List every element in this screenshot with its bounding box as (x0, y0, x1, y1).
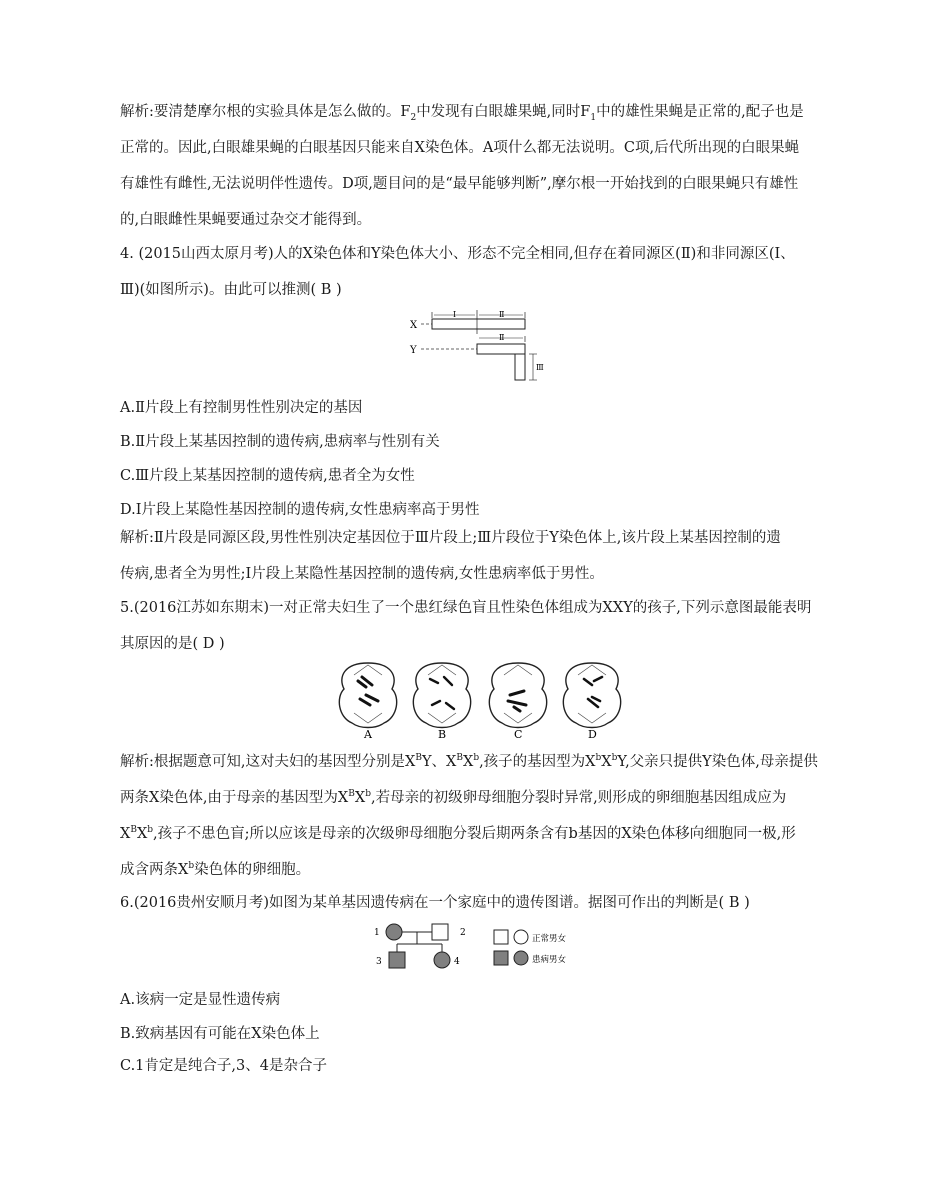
segment-2-label-x: Ⅱ (499, 310, 505, 319)
legend-normal-label: 正常男女 (532, 934, 567, 944)
pedigree-number-3: 3 (376, 957, 382, 967)
legend-normal-female (514, 930, 528, 944)
q3-analysis-line-1: 解析:要清楚摩尔根的实验具体是怎么做的。$F_2$中发现有白眼雄果蝇,同时$F_1$中的雄性果蝇是正常的,配子也是 (120, 104, 804, 123)
pedigree-chart (370, 918, 600, 976)
cell-label-c: C (514, 728, 523, 741)
cell-label-b: B (438, 728, 447, 741)
q6-option-b: B.致病基因有可能在X染色体上 (120, 1026, 320, 1042)
q4-stem-line-2: Ⅲ)(如图所示)。由此可以推测( B ) (120, 282, 342, 298)
xy-chromosome-diagram (405, 306, 555, 386)
q3-analysis-line-2: 正常的。因此,白眼雄果蝇的白眼基因只能来自X染色体。A项什么都无法说明。C项,后代所出现的白眼果蝇 (120, 140, 800, 156)
q3-analysis-line-3: 有雄性有雌性,无法说明伴性遗传。D项,题目问的是“最早能够判断”,摩尔根一开始找到的白眼果蝇只有雄性 (120, 176, 799, 192)
cell-label-a: A (364, 728, 372, 741)
q6-option-c: C.1肯定是纯合子,3、4是杂合子 (120, 1058, 327, 1074)
cell-label-d: D (588, 728, 597, 741)
segment-2-label-y: Ⅱ (499, 333, 505, 342)
pedigree-number-1: 1 (374, 928, 380, 938)
cell-d (563, 663, 620, 728)
individual-2-normal-male (432, 924, 448, 940)
legend-normal-male (494, 930, 508, 944)
pedigree-number-4: 4 (454, 957, 460, 967)
individual-3-affected-male (389, 952, 405, 968)
individual-4-affected-female (434, 952, 450, 968)
q5-stem-line-2: 其原因的是( D ) (120, 636, 225, 652)
individual-1-affected-female (386, 924, 402, 940)
q6-option-a: A.该病一定是显性遗传病 (120, 992, 281, 1008)
q4-stem-line-1: 4. (2015山西太原月考)人的X染色体和Y染色体大小、形态不完全相同,但存在着同源区(Ⅱ)和非同源区(Ⅰ、 (120, 246, 795, 262)
q5-analysis-line-3: $X^BX^b$,孩子不患色盲;所以应该是母亲的次级卵母细胞分裂后期两条含有b基因的X染色体移向细胞同一极,形 (120, 825, 796, 842)
q3-analysis-line-4: 的,白眼雌性果蝇要通过杂交才能得到。 (120, 212, 372, 228)
q6-stem: 6.(2016贵州安顺月考)如图为某单基因遗传病在一个家庭中的遗传图谱。据图可作出的判断是( B ) (120, 895, 750, 911)
segment-1-label-x: Ⅰ (453, 310, 457, 319)
q4-analysis-line-2: 传病,患者全为男性;Ⅰ片段上某隐性基因控制的遗传病,女性患病率低于男性。 (120, 566, 604, 582)
cell-division-diagrams (330, 655, 630, 741)
legend-affected-female (514, 951, 528, 965)
pedigree-number-2: 2 (460, 928, 466, 938)
q5-stem-line-1: 5.(2016江苏如东期末)一对正常夫妇生了一个患红绿色盲且性染色体组成为XXY的孩子,下列示意图最能表明 (120, 600, 812, 616)
y-label: Y (410, 345, 417, 356)
q4-option-d: D.Ⅰ片段上某隐性基因控制的遗传病,女性患病率高于男性 (120, 502, 480, 518)
q5-analysis-line-1: 解析:根据题意可知,这对夫妇的基因型分别是$X^BY$、$X^BX^b$,孩子的基因型为$X^bX^bY$,父亲只提供Y染色体,母亲提供 (120, 753, 818, 770)
q4-analysis-line-1: 解析:Ⅱ片段是同源区段,男性性别决定基因位于Ⅲ片段上;Ⅲ片段位于Y染色体上,该片段上某基因控制的遗 (120, 530, 781, 546)
cell-c (489, 663, 546, 728)
cell-a (339, 663, 396, 728)
q4-option-b: B.Ⅱ片段上某基因控制的遗传病,患病率与性别有关 (120, 434, 440, 450)
legend-affected-male (494, 951, 508, 965)
q4-option-a: A.Ⅱ片段上有控制男性性别决定的基因 (120, 400, 363, 416)
q5-analysis-line-4: 成含两条$X^b$染色体的卵细胞。 (120, 861, 311, 878)
q5-analysis-line-2: 两条X染色体,由于母亲的基因型为$X^BX^b$,若母亲的初级卵母细胞分裂时异常,则形成的卵细胞基因组成应为 (120, 789, 787, 806)
legend-affected-label: 患病男女 (532, 955, 567, 965)
cell-b (413, 663, 470, 728)
q4-option-c: C.Ⅲ片段上某基因控制的遗传病,患者全为女性 (120, 468, 415, 484)
segment-3-label: Ⅲ (536, 363, 544, 372)
x-label: X (410, 320, 418, 331)
